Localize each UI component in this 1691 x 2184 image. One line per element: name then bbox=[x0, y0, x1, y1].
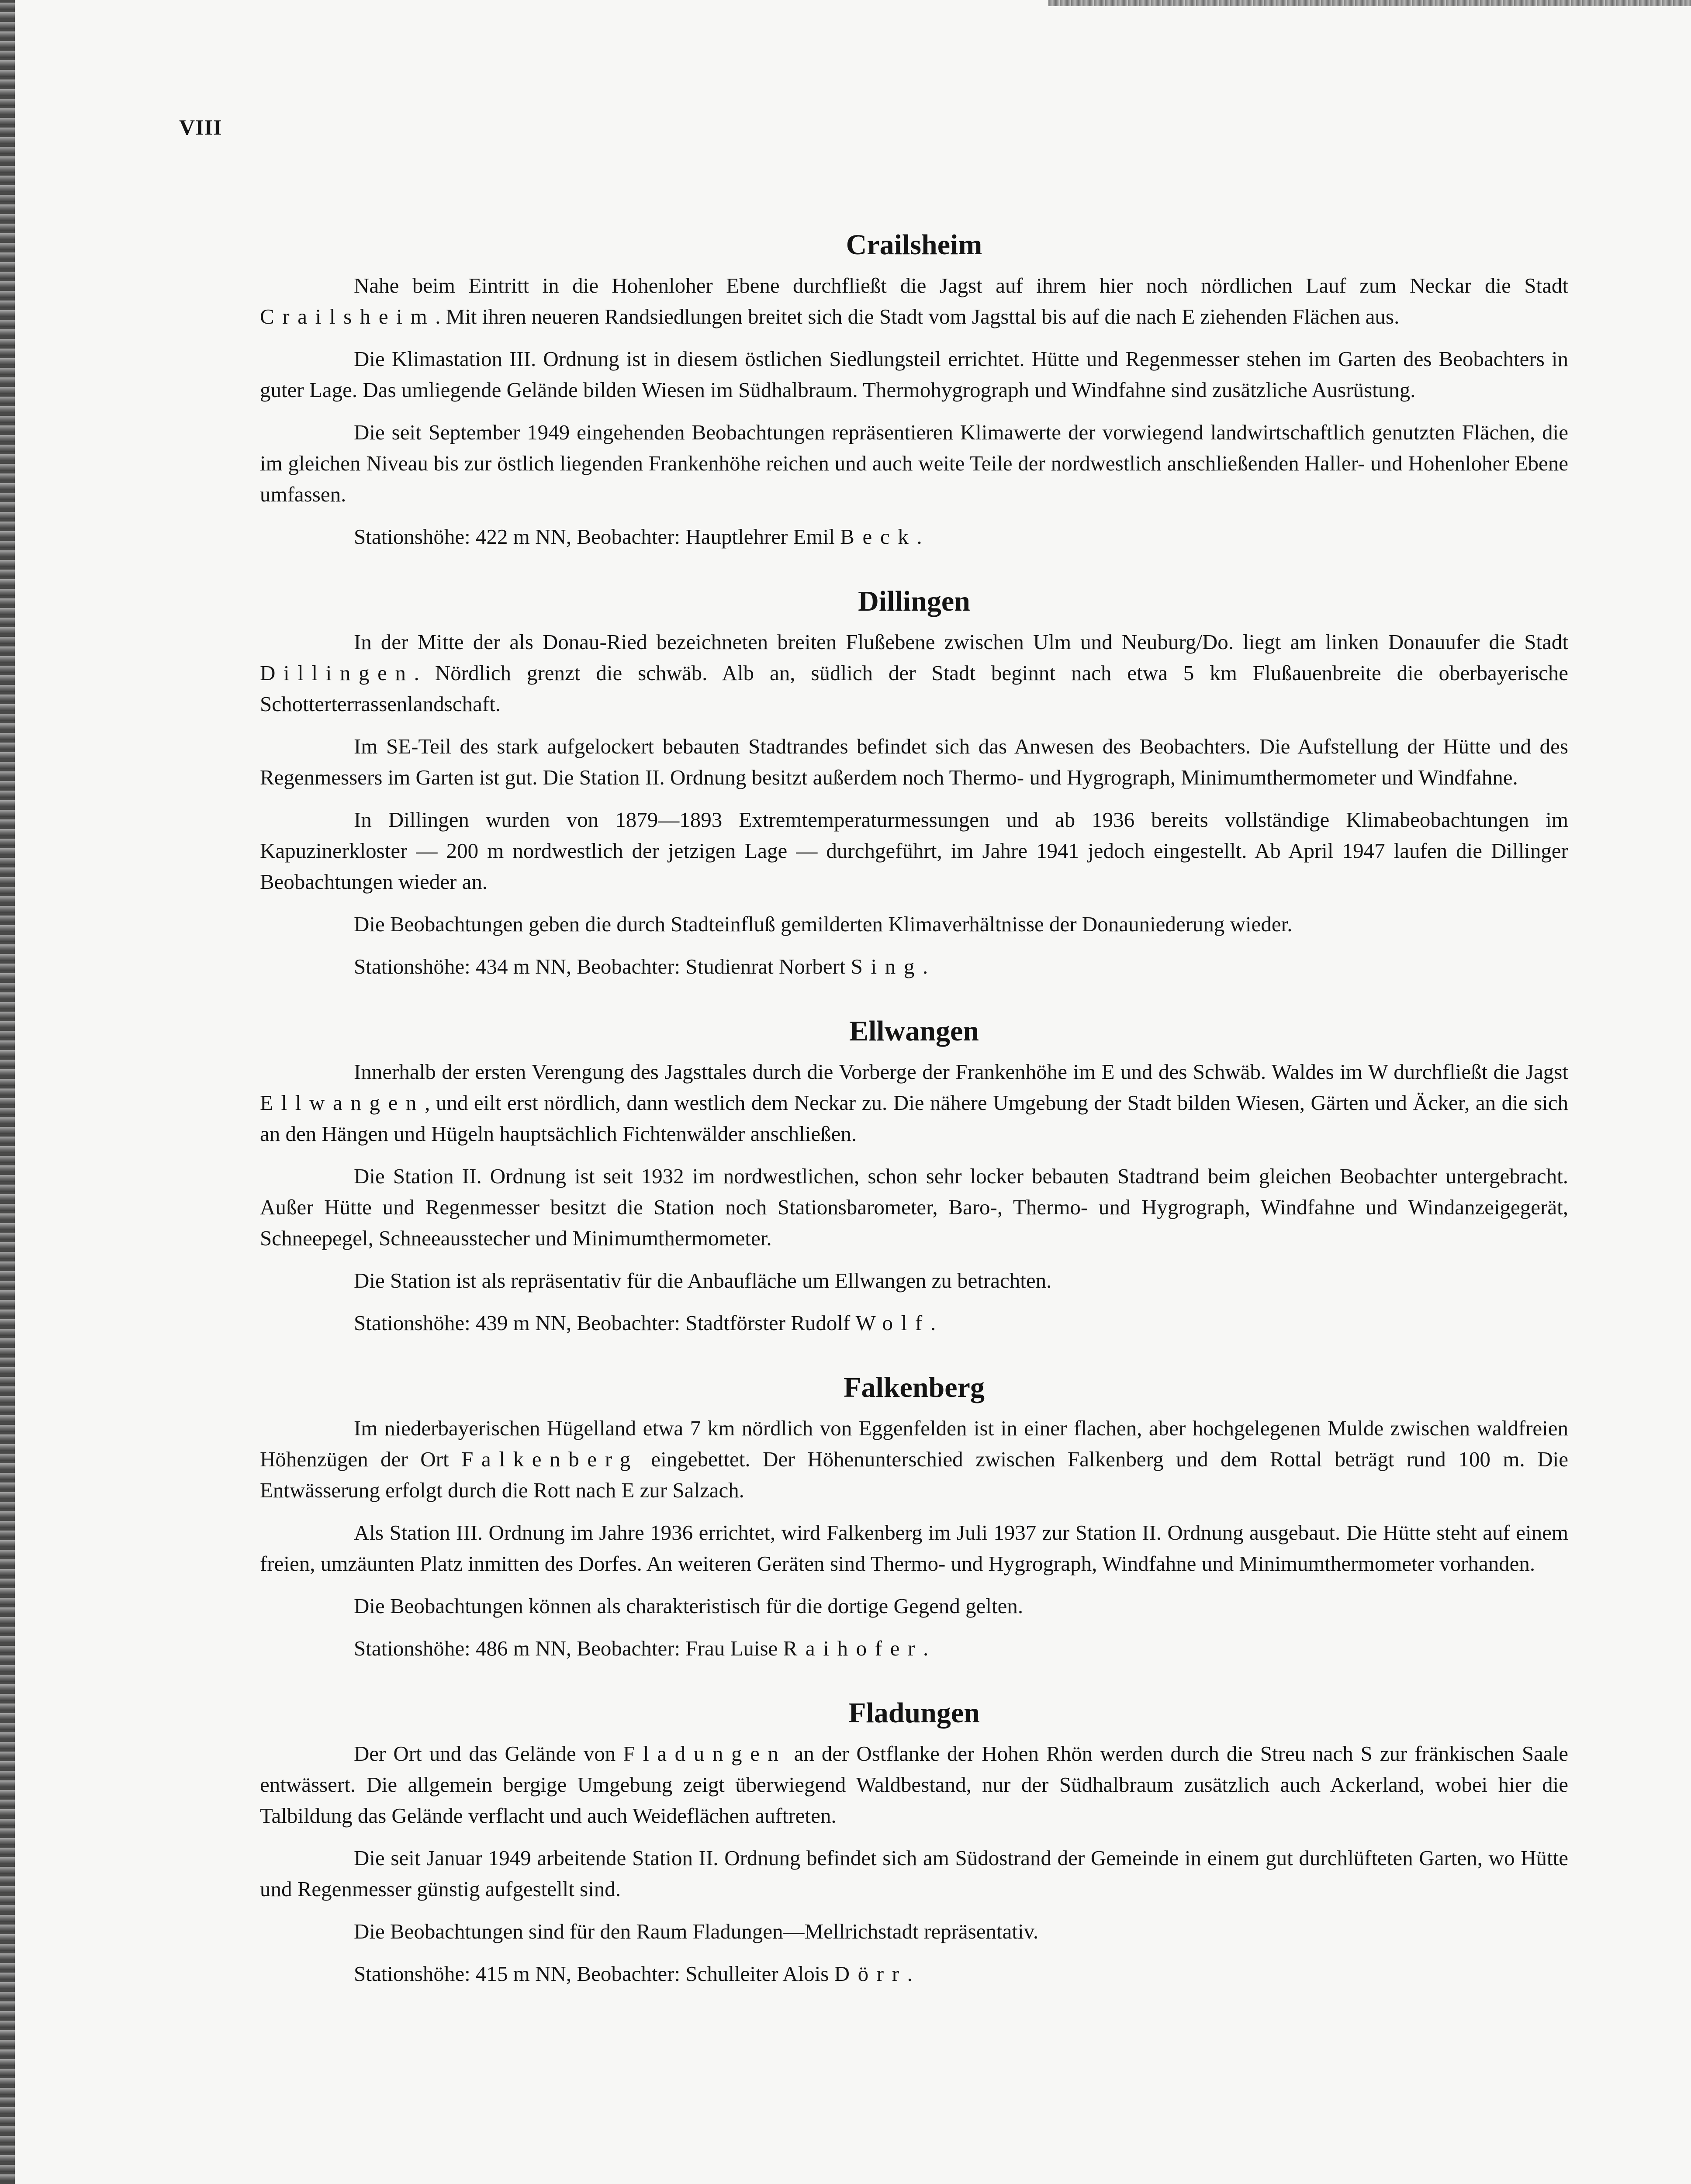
place-name: Ellwangen bbox=[260, 1091, 425, 1115]
paragraph: Die Station ist als repräsentativ für die Anbaufläche um Ellwangen zu betrachten. bbox=[354, 1268, 1052, 1292]
station-text: Stationshöhe: 439 m NN, Beobachter: Stadtförster Rudolf bbox=[354, 1311, 856, 1335]
paragraph: Die seit Januar 1949 arbeitende Station II. Ordnung befindet sich am Südostrand der Gemeinde in einem gut durchlüfteten Garten, wo Hütte und Regenmesser günstig aufgestellt sind. bbox=[260, 1846, 1568, 1901]
station-text: . bbox=[916, 525, 922, 549]
station-info bbox=[260, 1633, 1568, 1664]
paragraph-text: an der Ostflanke der Hohen Rhön werden durch die Streu nach S zur fränkischen Saale entwässert. Die allgemein bergige Umgebung zeigt überwiegend Waldbestand, nur der Südhalbraum zusätzlich auch Ackerland, wobei hier die Talbildung das Gelände verflacht und auch Weideflächen auftreten. bbox=[260, 1742, 1568, 1828]
station-text: Stationshöhe: 415 m NN, Beobachter: Schulleiter Alois bbox=[354, 1962, 834, 1986]
station-info bbox=[260, 1307, 1568, 1338]
section-ellwangen bbox=[260, 1013, 1568, 1338]
paragraph bbox=[260, 1413, 1568, 1506]
document-body bbox=[260, 227, 1568, 1989]
paragraph: Die seit September 1949 eingehenden Beobachtungen repräsentieren Klimawerte der vorwiegend landwirtschaftlich genutzten Flächen, die im gleichen Niveau bis zur östlich liegenden Frankenhöhe reichen und auch weite Teile der nordwestlich anschließenden Haller- und Hohenloher Ebene umfassen. bbox=[260, 420, 1568, 506]
scan-edge-top bbox=[1048, 0, 1691, 6]
observer-name: Sing bbox=[851, 954, 923, 978]
paragraph bbox=[260, 270, 1568, 332]
paragraph bbox=[260, 1056, 1568, 1149]
paragraph: Als Station III. Ordnung im Jahre 1936 errichtet, wird Falkenberg im Juli 1937 zur Station II. Ordnung ausgebaut. Die Hütte steht auf einem freien, umzäunten Platz inmitten des Dorfes. An weiteren Geräten sind Thermo- und Hygrograph, Windfahne und Minimumthermometer vorhanden. bbox=[260, 1521, 1568, 1576]
station-info bbox=[260, 1958, 1568, 1989]
paragraph: Die Klimastation III. Ordnung ist in diesem östlichen Siedlungsteil errichtet. Hütte und Regenmesser stehen im Garten des Beobachters in guter Lage. Das umliegende Gelände bilden Wiesen im Südhalbraum. Thermohygrograph und Windfahne sind zusätzliche Ausrüstung. bbox=[260, 347, 1568, 402]
paragraph bbox=[260, 1738, 1568, 1831]
scan-edge-left bbox=[0, 0, 15, 2184]
paragraph-text: Nahe beim Eintritt in die Hohenloher Ebene durchfließt die Jagst auf ihrem hier noch nördlichen Lauf zum Neckar die Stadt bbox=[354, 273, 1568, 297]
paragraph-text: Im niederbayerischen Hügelland etwa 7 km nördlich von Eggenfelden ist in einer flachen, aber hochgelegenen Mulde zwischen waldfreien Höhenzügen der Ort bbox=[260, 1416, 1568, 1471]
paragraph: Die Station II. Ordnung ist seit 1932 im nordwestlichen, schon sehr locker bebauten Stadtrand beim gleichen Beobachter untergebracht. Außer Hütte und Regenmesser besitzt die Station noch Stationsbarometer, Baro-, Thermo- und Hygrograph, Windfahne und Windanzeigegerät, Schneepegel, Schneeausstecher und Minimumthermometer. bbox=[260, 1164, 1568, 1250]
section-fladungen bbox=[260, 1695, 1568, 1989]
section-title: Falkenberg bbox=[844, 1372, 985, 1403]
observer-name: Dörr bbox=[834, 1962, 907, 1986]
place-name: Dillingen bbox=[260, 661, 414, 685]
paragraph-text: , und eilt erst nördlich, dann westlich dem Neckar zu. Die nähere Umgebung der Stadt bilden Wiesen, Gärten und Äcker, an die sich an den Hängen und Hügeln hauptsächlich Fichtenwälder anschließen. bbox=[260, 1091, 1568, 1146]
station-info bbox=[260, 521, 1568, 552]
place-name: Fladungen bbox=[623, 1742, 787, 1766]
station-text: . bbox=[923, 1636, 929, 1660]
station-text: Stationshöhe: 434 m NN, Beobachter: Studienrat Norbert bbox=[354, 954, 851, 978]
paragraph: In Dillingen wurden von 1879—1893 Extremtemperaturmessungen und ab 1936 bereits vollständige Klimabeobachtungen im Kapuzinerkloster — 200 m nordwestlich der jetzigen Lage — durchgeführt, im Jahre 1941 jedoch eingestellt. Ab April 1947 laufen die Dillinger Beobachtungen wieder an. bbox=[260, 808, 1568, 894]
place-name: Crailsheim bbox=[260, 304, 436, 328]
page-number: VIII bbox=[179, 115, 222, 139]
section-title: Ellwangen bbox=[849, 1015, 979, 1047]
paragraph-text: eingebettet. Der Höhenunterschied zwischen Falkenberg und dem Rottal beträgt rund 100 m. Die Entwässerung erfolgt durch die Rott nach E zur Salzach. bbox=[260, 1447, 1569, 1502]
paragraph: Im SE-Teil des stark aufgelockert bebauten Stadtrandes befindet sich das Anwesen des Beobachters. Die Aufstellung der Hütte und des Regenmessers im Garten ist gut. Die Station II. Ordnung besitzt außerdem noch Thermo- und Hygrograph, Minimumthermometer und Windfahne. bbox=[260, 734, 1568, 789]
paragraph: Die Beobachtungen können als charakteristisch für die dortige Gegend gelten. bbox=[354, 1594, 1024, 1618]
section-title: Crailsheim bbox=[846, 229, 982, 261]
paragraph: Die Beobachtungen geben die durch Stadteinfluß gemilderten Klimaverhältnisse der Donauniederung wieder. bbox=[354, 912, 1293, 936]
station-text: . bbox=[923, 954, 928, 978]
paragraph-text: Der Ort und das Gelände von bbox=[354, 1742, 623, 1766]
station-text: Stationshöhe: 422 m NN, Beobachter: Hauptlehrer Emil bbox=[354, 525, 840, 549]
section-crailsheim bbox=[260, 227, 1568, 552]
paragraph-text: In der Mitte der als Donau-Ried bezeichneten breiten Flußebene zwischen Ulm und Neuburg/Do. liegt am linken Donauufer die Stadt bbox=[354, 630, 1568, 654]
observer-name: Wolf bbox=[855, 1311, 930, 1335]
paragraph-text: Innerhalb der ersten Verengung des Jagsttales durch die Vorberge der Frankenhöhe im E und des Schwäb. Waldes im W durchfließt die Jagst bbox=[354, 1060, 1568, 1084]
observer-name: Beck bbox=[840, 525, 917, 549]
section-falkenberg bbox=[260, 1370, 1568, 1664]
paragraph-text: . Nördlich grenzt die schwäb. Alb an, südlich der Stadt beginnt nach etwa 5 km Flußauenbreite die oberbayerische Schotterterrassenlandschaft. bbox=[260, 661, 1568, 716]
paragraph bbox=[260, 626, 1568, 719]
paragraph-text: . Mit ihren neueren Randsiedlungen breitet sich die Stadt vom Jagsttal bis auf die nach E ziehenden Flächen aus. bbox=[435, 304, 1400, 328]
place-name: Falkenberg bbox=[461, 1447, 639, 1471]
section-title: Dillingen bbox=[858, 585, 970, 617]
station-info bbox=[260, 951, 1568, 982]
paragraph: Die Beobachtungen sind für den Raum Fladungen—Mellrichstadt repräsentativ. bbox=[354, 1919, 1039, 1943]
observer-name: Raihofer bbox=[783, 1636, 923, 1660]
section-title: Fladungen bbox=[848, 1697, 980, 1729]
station-text: . bbox=[930, 1311, 936, 1335]
section-dillingen bbox=[260, 584, 1568, 982]
station-text: . bbox=[907, 1962, 913, 1986]
station-text: Stationshöhe: 486 m NN, Beobachter: Frau Luise bbox=[354, 1636, 783, 1660]
